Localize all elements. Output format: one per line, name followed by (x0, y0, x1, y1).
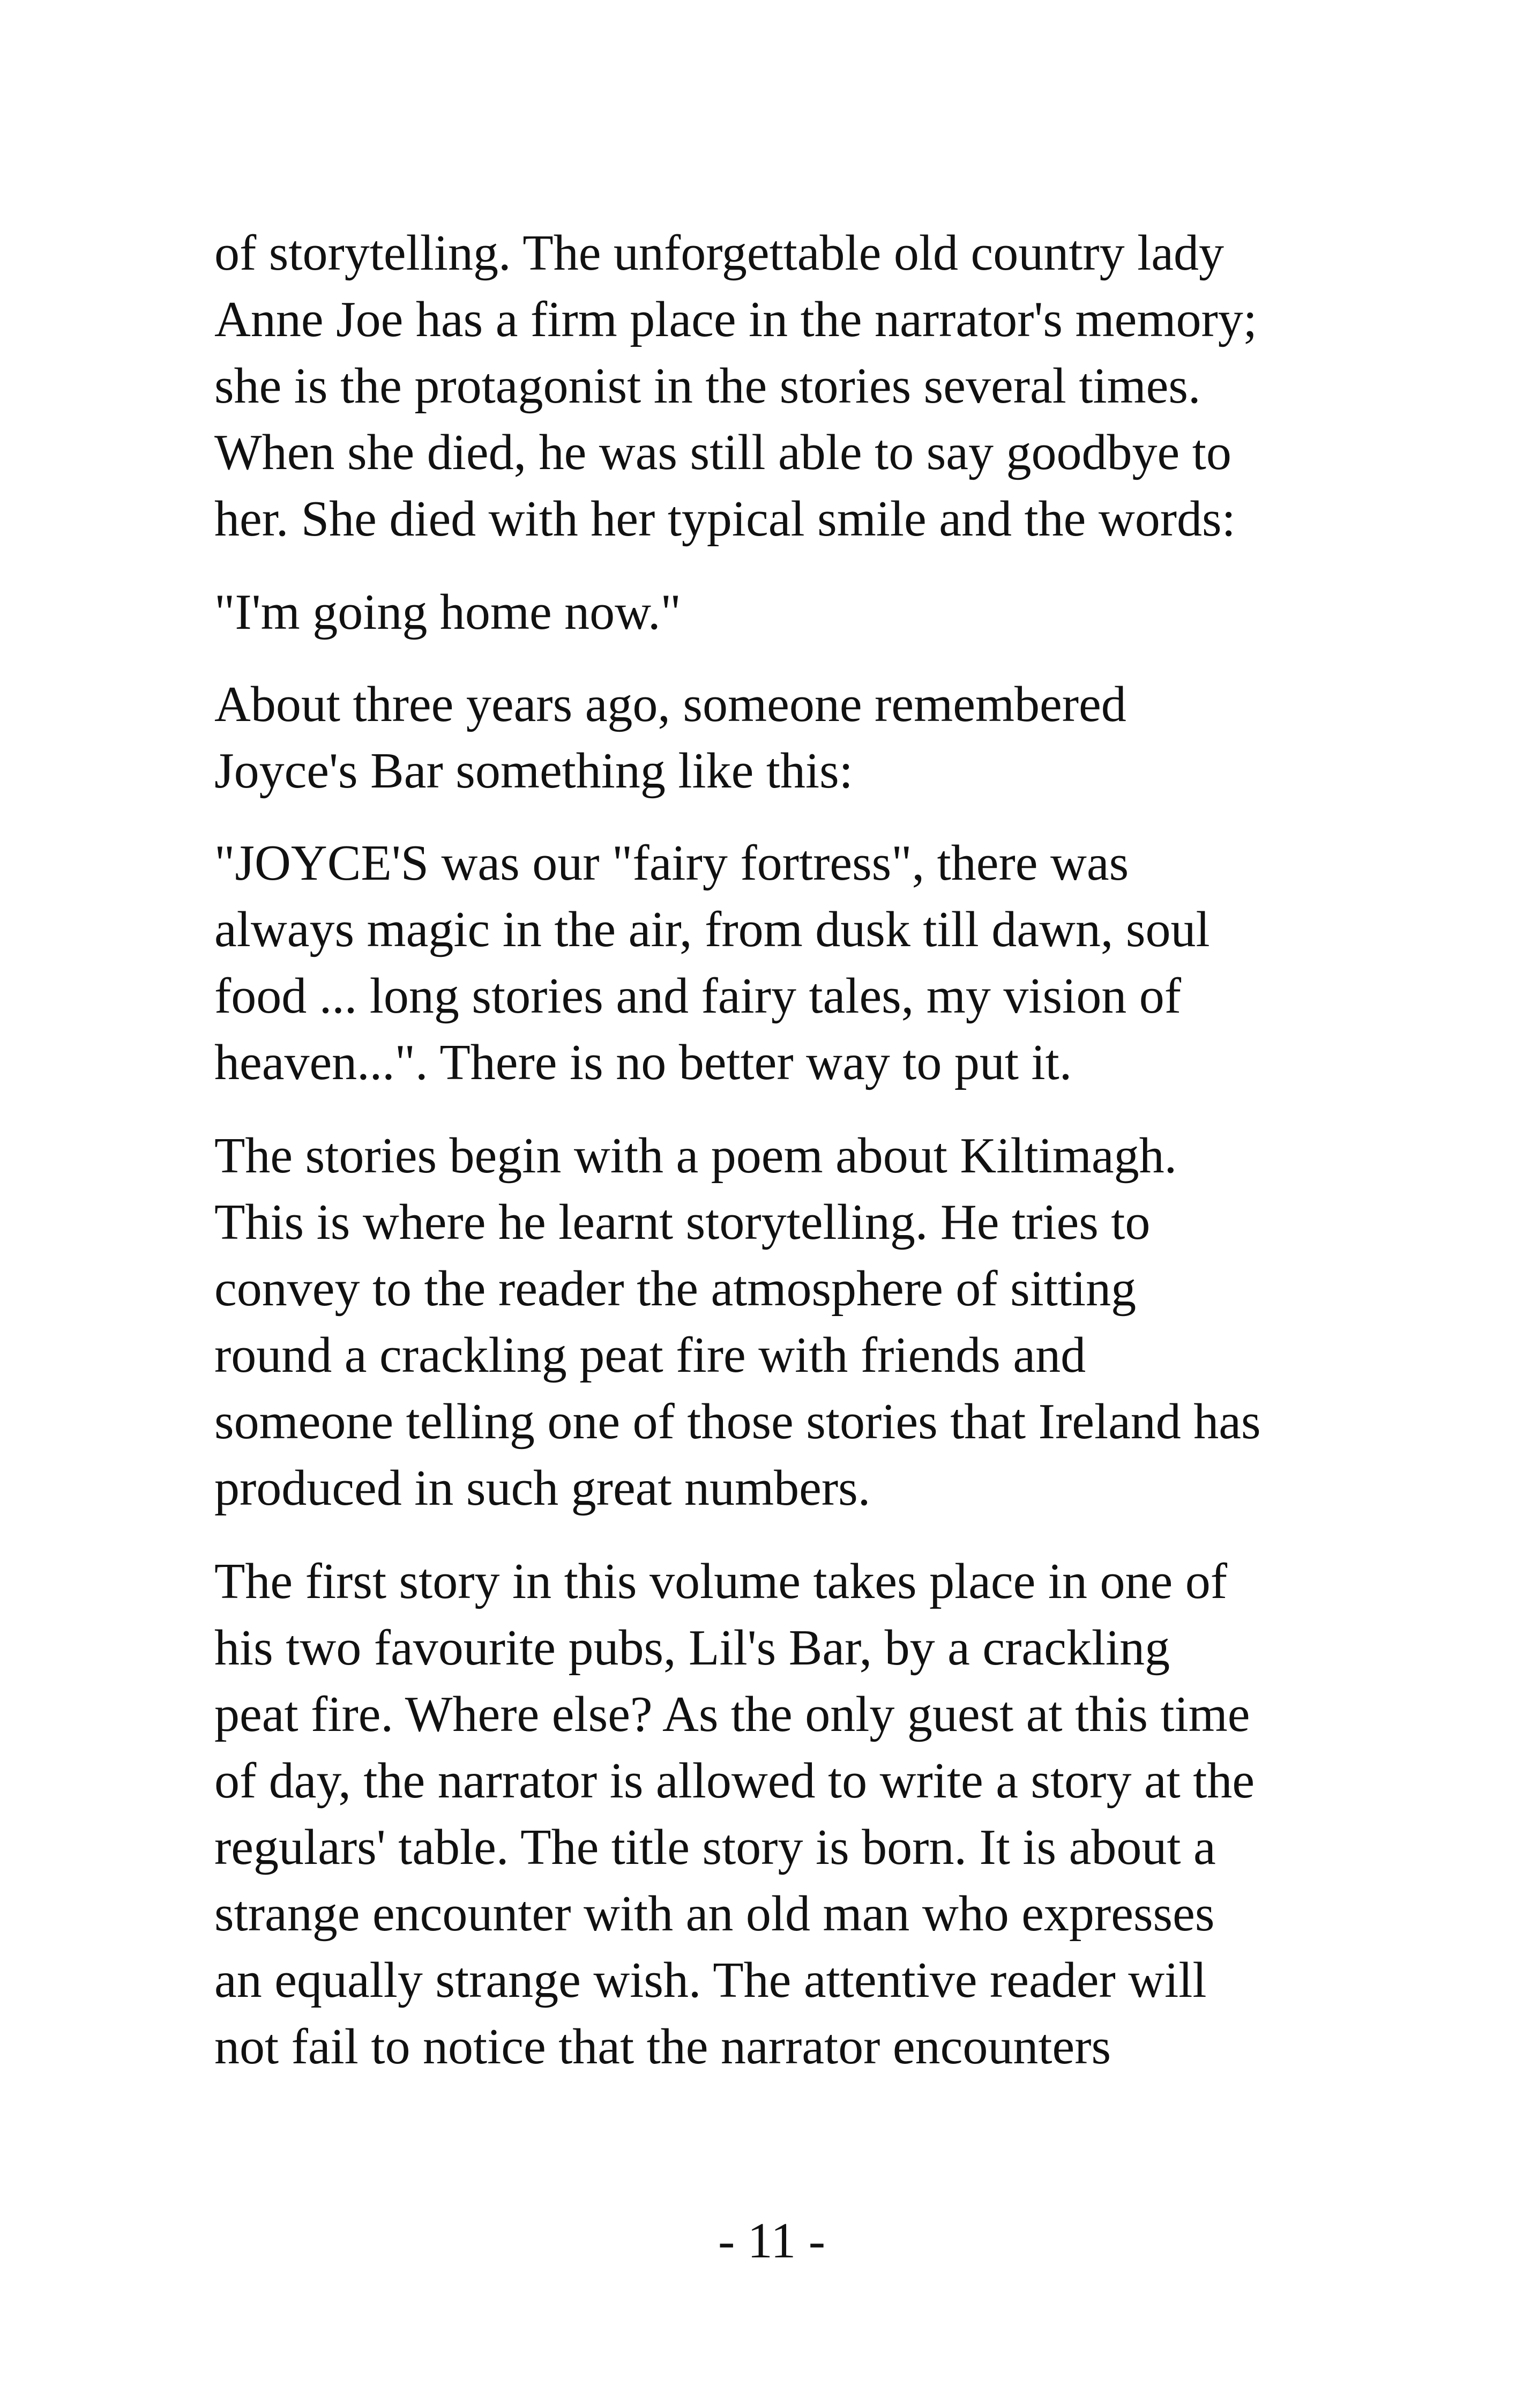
text-line: peat fire. Where else? As the only guest at this time (214, 1686, 1250, 1742)
text-line: The stories begin with a poem about Kiltimagh. (214, 1128, 1177, 1184)
text-line: About three years ago, someone remembered (214, 677, 1126, 732)
text-line: When she died, he was still able to say goodbye to (214, 425, 1231, 480)
text-line: regulars' table. The title story is born. It is about a (214, 1819, 1216, 1875)
text-line: This is where he learnt storytelling. He tries to (214, 1194, 1151, 1250)
text-line: someone telling one of those stories that Ireland has (214, 1394, 1261, 1450)
text-line: of day, the narrator is allowed to write a story at the (214, 1753, 1255, 1809)
text-line: she is the protagonist in the stories several times. (214, 358, 1201, 414)
text-line: The first story in this volume takes place in one of (214, 1554, 1228, 1609)
text-line: Joyce's Bar something like this: (214, 743, 853, 799)
text-line: Anne Joe has a firm place in the narrator's memory; (214, 292, 1257, 347)
text-line: always magic in the air, from dusk till dawn, soul (214, 902, 1210, 957)
page-number: - 11 - (718, 2213, 826, 2269)
text-line: produced in such great numbers. (214, 1460, 871, 1516)
text-line: "I'm going home now." (214, 584, 681, 640)
text-line: his two favourite pubs, Lil's Bar, by a crackling (214, 1620, 1170, 1676)
text-line: round a crackling peat fire with friends and (214, 1327, 1086, 1383)
text-line: an equally strange wish. The attentive reader will (214, 1952, 1207, 2008)
text-line: heaven...". There is no better way to put it. (214, 1035, 1072, 1090)
text-line: strange encounter with an old man who expresses (214, 1886, 1215, 1942)
text-line: "JOYCE'S was our "fairy fortress", there was (214, 835, 1129, 891)
text-line: her. She died with her typical smile and the words: (214, 491, 1236, 547)
text-line: convey to the reader the atmosphere of sitting (214, 1261, 1137, 1317)
text-line: not fail to notice that the narrator encounters (214, 2019, 1111, 2075)
book-page (214, 0, 1329, 2408)
text-line: food ... long stories and fairy tales, my vision of (214, 968, 1181, 1024)
text-line: of storytelling. The unforgettable old country lady (214, 225, 1224, 281)
